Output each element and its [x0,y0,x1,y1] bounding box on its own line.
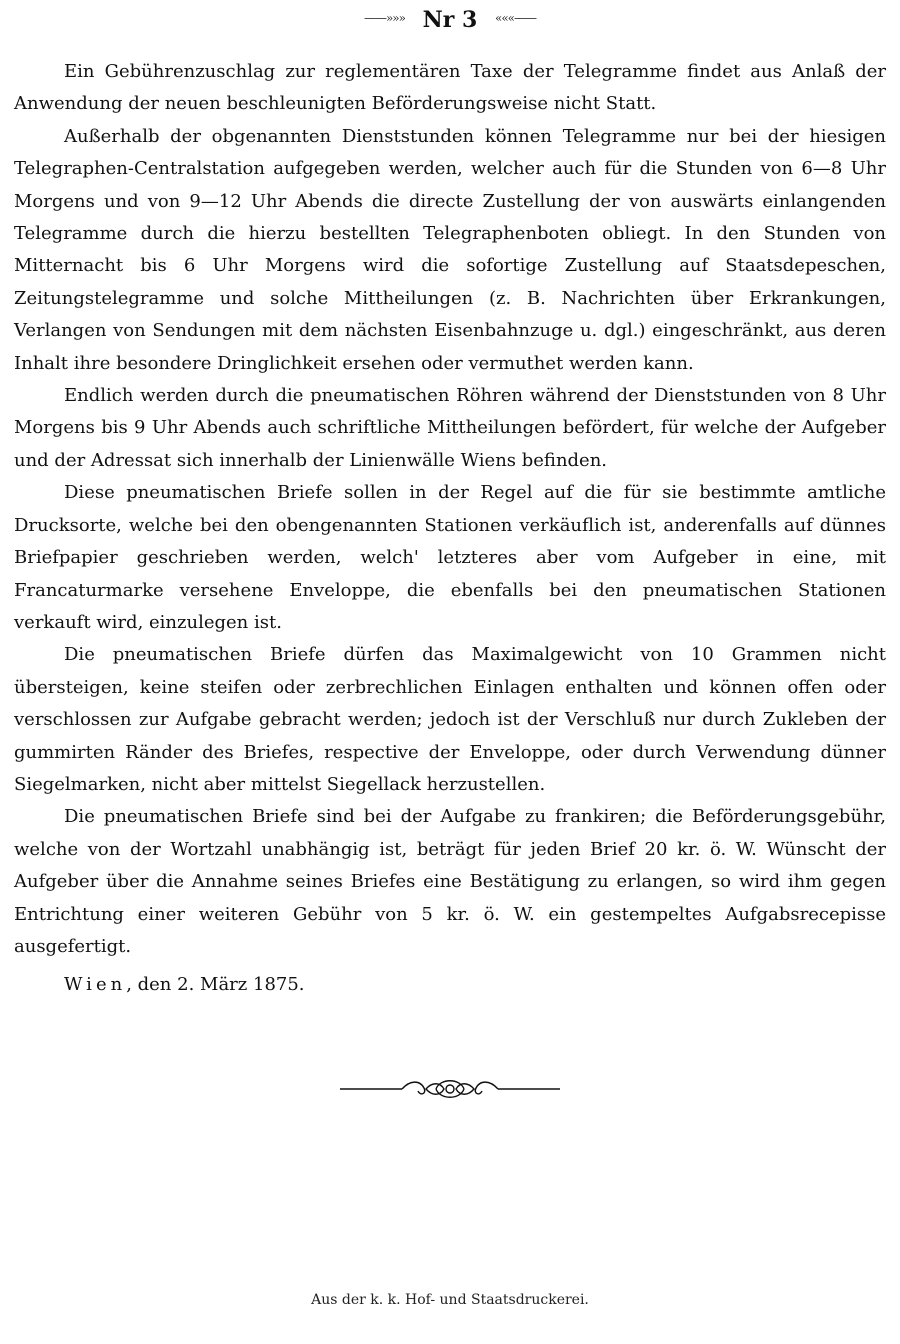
header-right-ornament: «««—— [495,11,537,25]
page-number: Nr 3 [422,7,478,33]
page-header [0,4,900,37]
ornamental-divider [340,1074,560,1104]
place-name: Wien [64,974,127,996]
printer-imprint: Aus der k. k. Hof- und Staatsdruckerei. [311,1292,589,1308]
paragraph-after-hours: Außerhalb der obgenannten Dienststunden können Telegramme nur bei der hiesigen Telegraphen-Centralstation aufgegeben werden, welcher auch für die Stunden von 6—8 Uhr Morgens und von 9—12 Uhr Abends die directe Zustellung der von auswärts einlangenden Telegramme durch die hierzu bestellten Telegraphenboten obliegt. In den Stunden von Mitternacht bis 6 Uhr Morgens wird die sofortige Zustellung auf Staatsdepeschen, Zeitungstelegramme und solche Mittheilungen (z. B. Nachrichten über Erkrankungen, Verlangen von Sendungen mit dem nächsten Eisenbahnzuge u. dgl.) eingeschränkt, aus deren Inhalt ihre besondere Dringlichkeit ersehen oder vermuthet werden kann. [14,125,886,374]
place-and-date [14,969,886,1001]
document-body [14,56,886,1001]
paragraph-letter-paper: Diese pneumatischen Briefe sollen in der Regel auf die für sie bestimmte amtliche Drucksorte, welche bei den obengenannten Stationen verkäuflich ist, anderenfalls auf dünnes Briefpapier geschrieben werden, welch' letzteres aber vom Aufgeber in eine, mit Francaturmarke versehene Enveloppe, die ebenfalls bei den pneumatischen Stationen verkauft wird, einzulegen ist. [14,482,886,633]
paragraph-fees: Die pneumatischen Briefe sind bei der Aufgabe zu frankiren; die Beförderungsgebühr, welche von der Wortzahl unabhängig ist, beträgt für jeden Brief 20 kr. ö. W. Wünscht der Aufgeber über die Annahme seines Briefes eine Bestätigung zu erlangen, so wird ihm gegen Entrichtung einer weiteren Gebühr von 5 kr. ö. W. ein gestempeltes Aufgabsrecepisse ausgefertigt. [14,806,886,957]
header-left-ornament: ——»»» [363,11,405,25]
date-text: , den 2. März 1875. [126,974,305,996]
paragraph-surcharge: Ein Gebührenzuschlag zur reglementären Taxe der Telegramme findet aus Anlaß der Anwendung der neuen beschleunigten Beförderungsweise nicht Statt. [14,61,886,115]
paragraph-weight-limit: Die pneumatischen Briefe dürfen das Maximalgewicht von 10 Grammen nicht übersteigen, keine steifen oder zerbrechlichen Einlagen enthalten und können offen oder verschlossen zur Aufgabe gebracht werden; jedoch ist der Verschluß nur durch Zukleben der gummirten Ränder des Briefes, respective der Enveloppe, oder durch Verwendung dünner Siegelmarken, nicht aber mittelst Siegellack herzustellen. [14,644,886,795]
paragraph-pneumatic-tubes: Endlich werden durch die pneumatischen Röhren während der Dienststunden von 8 Uhr Morgens bis 9 Uhr Abends auch schriftliche Mittheilungen befördert, für welche der Aufgeber und der Adressat sich innerhalb der Linienwälle Wiens befinden. [14,385,886,471]
